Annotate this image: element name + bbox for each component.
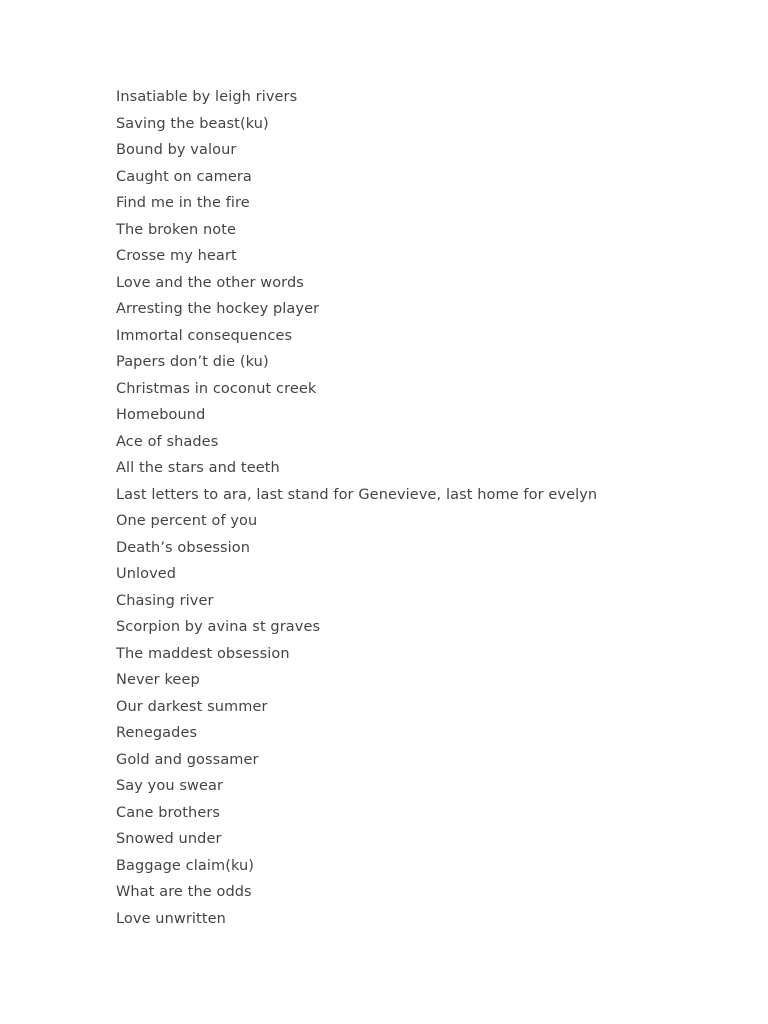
list-item: The maddest obsession	[116, 645, 290, 662]
list-item: Saving the beast(ku)	[116, 115, 269, 132]
list-item: Renegades	[116, 725, 198, 741]
list-item: Christmas in coconut creek	[116, 380, 317, 397]
list-item: Snowed under	[116, 831, 222, 847]
list-item: Death’s obsession	[116, 539, 251, 556]
list-item: Cane brothers	[116, 804, 221, 821]
list-item: Love and the other words	[116, 274, 304, 291]
list-item: Our darkest summer	[116, 698, 268, 715]
list-item: What are the odds	[116, 884, 252, 900]
list-item: Chasing river	[116, 592, 214, 609]
list-item: Papers don’t die (ku)	[116, 354, 269, 370]
list-item: Gold and gossamer	[116, 751, 259, 768]
list-item: Unloved	[116, 566, 177, 582]
list-item: Bound by valour	[116, 142, 237, 158]
list-item: Crosse my heart	[116, 248, 237, 264]
list-item: Insatiable by leigh rivers	[116, 89, 298, 105]
list-item: Ace of shades	[116, 433, 219, 450]
list-item: Last letters to ara, last stand for Genevieve, last home for evelyn	[116, 486, 598, 503]
list-item: The broken note	[116, 221, 237, 238]
list-item: One percent of you	[116, 513, 258, 529]
list-item: Immortal consequences	[116, 327, 293, 344]
list-item: Love unwritten	[116, 910, 226, 927]
book-list	[116, 84, 736, 932]
list-item: Baggage claim(ku)	[116, 857, 255, 874]
list-item: All the stars and teeth	[116, 460, 280, 476]
list-item: Arresting the hockey player	[116, 301, 320, 317]
list-item: Caught on camera	[116, 168, 252, 185]
list-item: Never keep	[116, 672, 200, 688]
list-item: Homebound	[116, 407, 206, 423]
list-item: Scorpion by avina st graves	[116, 619, 321, 635]
list-item: Say you swear	[116, 778, 224, 794]
list-item: Find me in the fire	[116, 195, 250, 211]
